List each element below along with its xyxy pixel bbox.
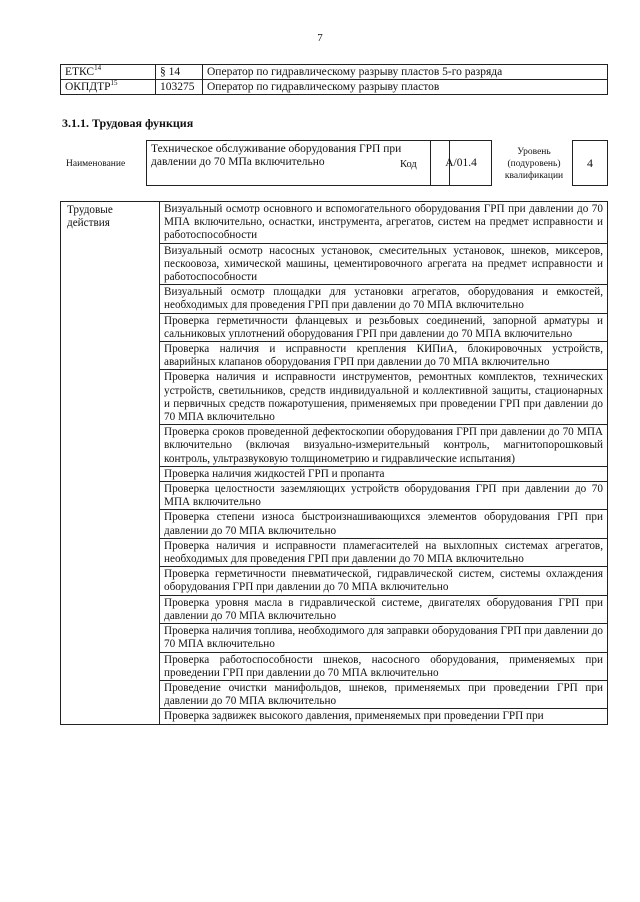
code-description: Оператор по гидравлическому разрыву пластов xyxy=(203,80,608,95)
code-name-cell xyxy=(61,65,156,80)
action-item: Проверка работоспособности шнеков, насосного оборудования, применяемых при проведении ГРП при давлении до 70 МПА включительно xyxy=(160,652,608,680)
action-item: Проверка степени износа быстроизнашивающихся элементов оборудования ГРП при давлении до 70 МПА включительно xyxy=(160,510,608,538)
action-item: Проверка герметичности пневматической, гидравлической систем, системы охлаждения оборудования ГРП при давлении до 70 МПА включительно xyxy=(160,567,608,595)
code-name: ЕТКС xyxy=(65,66,95,78)
action-item: Проверка герметичности фланцевых и резьбовых соединений, запорной арматуры и сальниковых уплотнений оборудования ГРП при давлении до 70 МПА включительно xyxy=(160,313,608,341)
code-name: ОКПДТР xyxy=(65,81,111,93)
function-header xyxy=(60,140,608,190)
code-number: § 14 xyxy=(156,65,203,80)
action-item: Проверка наличия и исправности инструментов, ремонтных комплектов, технических устройств, светильников, средств индивидуальной и коллективной защиты, стационарных и первичных средств пожаротушения, применяемых при проведении ГРП при давлении до 70 МПА включительно xyxy=(160,370,608,425)
labor-actions-table xyxy=(60,201,608,725)
action-item: Визуальный осмотр площадки для установки агрегатов, оборудования и емкостей, необходимых для проведения ГРП при давлении до 70 МПА включительно xyxy=(160,285,608,313)
codes-row-etks xyxy=(61,65,608,80)
page-number: 7 xyxy=(317,32,323,44)
section-title: 3.1.1. Трудовая функция xyxy=(62,116,194,130)
action-item: Проверка наличия и исправности пламегасителей на выхлопных системах агрегатов, необходимых для проведения ГРП при давлении до 70 МПА включительно xyxy=(160,538,608,566)
level-value-box: 4 xyxy=(572,140,608,186)
actions-header: Трудовые действия xyxy=(61,202,160,725)
footnote-marker: 15 xyxy=(110,79,118,88)
action-item: Проведение очистки манифольдов, шнеков, применяемых при проведении ГРП при давлении до 70 МПА включительно xyxy=(160,680,608,708)
code-number: 103275 xyxy=(156,80,203,95)
action-item: Проверка уровня масла в гидравлической системе, двигателях оборудования ГРП при давлении до 70 МПА включительно xyxy=(160,595,608,623)
codes-row-okpdtr xyxy=(61,80,608,95)
level-label: Уровень (подуровень) квалификации xyxy=(504,147,564,181)
footnote-marker: 14 xyxy=(94,64,102,73)
code-description: Оператор по гидравлическому разрыву пластов 5-го разряда xyxy=(203,65,608,80)
action-item: Проверка сроков проведенной дефектоскопии оборудования ГРП при давлении до 70 МПА включительно (включая визуально-измерительный контроль, магнитопорошковый контроль, ультразвуковую толщинометрию и гидравлические испытания) xyxy=(160,425,608,467)
action-item: Проверка целостности заземляющих устройств оборудования ГРП при давлении до 70 МПА включительно xyxy=(160,482,608,510)
action-item: Проверка задвижек высокого давления, применяемых при проведении ГРП при xyxy=(160,709,608,724)
action-row xyxy=(61,202,608,244)
function-code-box: А/01.4 xyxy=(430,140,492,186)
action-item: Проверка наличия и исправности крепления КИПиА, блокировочных устройств, аварийных клапанов оборудования ГРП при давлении до 70 МПА включительно xyxy=(160,342,608,370)
action-item: Проверка наличия жидкостей ГРП и пропанта xyxy=(160,466,608,481)
action-item: Проверка наличия топлива, необходимого для заправки оборудования ГРП при давлении до 70 МПА включительно xyxy=(160,624,608,652)
actions-body xyxy=(61,202,608,725)
code-name-cell xyxy=(61,80,156,95)
action-item: Визуальный осмотр основного и вспомогательного оборудования ГРП при давлении до 70 МПА включительно, оснастки, инструмента, агрегатов, систем на предмет исправности и работоспособности xyxy=(160,202,608,244)
action-item: Визуальный осмотр насосных установок, смесительных установок, шнеков, миксеров, пескоовоза, химической машины, цементировочного агрегата на предмет исправности и работоспособности xyxy=(160,243,608,285)
name-label: Наименование xyxy=(66,159,126,169)
code-label: Код xyxy=(400,159,417,170)
codes-table xyxy=(60,64,608,95)
function-name-box: Техническое обслуживание оборудования ГРП при давлении до 70 МПа включительно xyxy=(146,140,450,186)
